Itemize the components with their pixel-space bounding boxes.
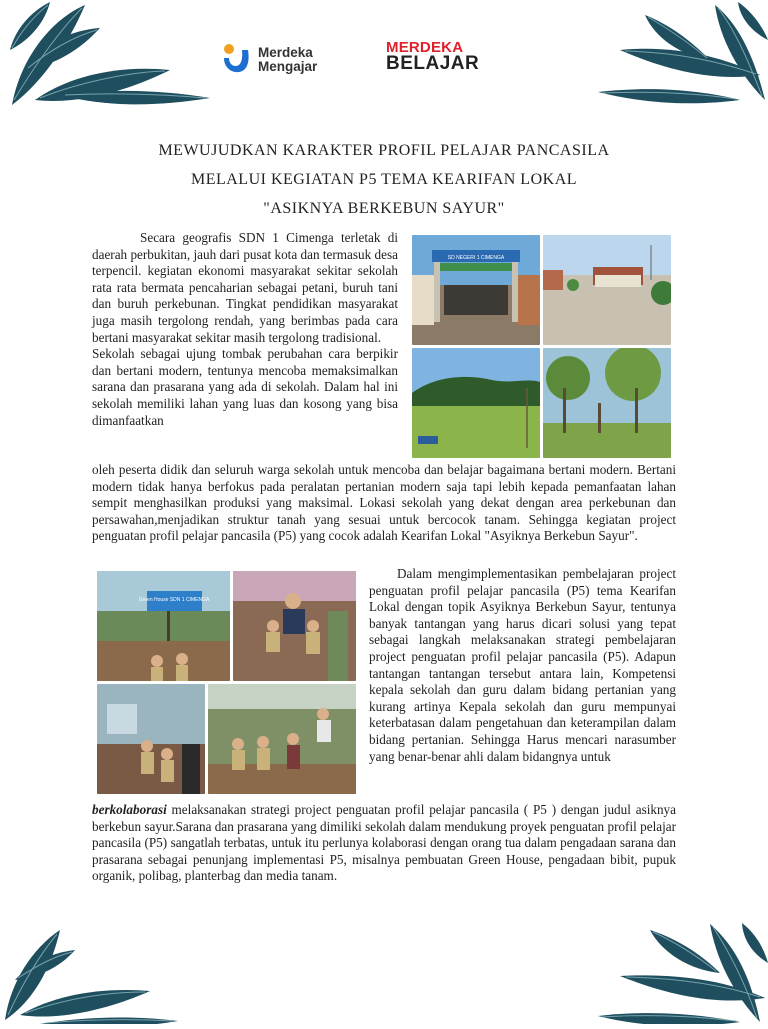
- photo-green-house-sign: [97, 571, 230, 681]
- title-line-1: MEWUJUDKAN KARAKTER PROFIL PELAJAR PANCASILA: [158, 142, 610, 159]
- paragraph-kolaborasi-body: melaksanakan strategi project penguatan profil pelajar pancasila ( P5 ) dengan judul asiknya berkebun sayur.Sarana dan prasarana yang dimiliki sekolah dalam mendukung proyek penguatan profil pelajar pancasila (P5) sangatlah terbatas, untuk itu perlunya kolaborasi dengan orang tua dalam pengadaan sarana dan prasarana sebagai penunjang implementasi P5, misalnya pembuatan Green House, pengadaan bibit, pupuk organik, polibag, planterbag dan media tanam.: [92, 802, 676, 884]
- section1-full-text: [92, 462, 676, 545]
- green-house-sign-text: Green House SDN 1 CIMENGA: [138, 597, 210, 603]
- photo-students-planting: [233, 571, 356, 681]
- paragraph-kolaborasi: [92, 802, 676, 885]
- paragraph-implementasi: Dalam mengimplementasikan pembelajaran project penguatan profil pelajar pancasila (P5) tema Kearifan Lokal dengan topik Asyiknya Berkebun Sayur, tentunya banyak tantangan yang harus dicari solusi yang tepat sebagai langkah melaksanakan strategi pembelajaran project penguatan profil pelajar pancasila (P5). Adapun tantangan tantangan tersebut antara lain, Kompetensi kepala sekolah dan guru dalam bidang pertanian yang kurang artinya Kepala sekolah dan guru mempunyai keterbatasan dalam pengetahuan dan keterampilan dalam bidang pertanian. Sehingga Harus mencari narasumber yang benar-benar ahli dalam bidangnya untuk: [369, 566, 676, 764]
- title-line-2: MELALUI KEGIATAN P5 TEMA KEARIFAN LOKAL: [190, 171, 578, 188]
- photo-greenhouse-interior: [97, 684, 205, 794]
- merdeka-mengajar-line2: Mengajar: [258, 59, 318, 74]
- merdeka-mengajar-line1: Merdeka: [258, 45, 313, 60]
- photo-school-gate: [412, 235, 540, 345]
- leaf-decoration-bottom-left: [0, 925, 180, 1024]
- section2-full-text: [92, 802, 676, 885]
- photo-school-yard: [543, 235, 671, 345]
- title-line-3: "ASIKNYA BERKEBUN SAYUR": [263, 200, 505, 217]
- merdeka-mengajar-mark-icon: [222, 42, 250, 74]
- paragraph-sekolah-continued: oleh peserta didik dan seluruh warga sekolah untuk mencoba dan belajar bagaimana bertani modern. Bertani modern tidak hanya berfokus pada peralatan pertanian modern saja tapi lebih kepada pemanfaatan lahan sempit menghasilkan produksi yang maksimal. Lokasi sekolah yang dekat dengan area perkebunan dan persawahan,menjadikan struktur tanah yang sesuai untuk bercocok tanam. Sehingga kegiatan project penguatan profil pelajar pancasila (P5) yang cocok adalah Kearifan Lokal "Asyiknya Berkebun Sayur".: [92, 462, 676, 544]
- merdeka-belajar-line1: MERDEKA: [386, 39, 464, 56]
- section1-narrow-text: [92, 230, 398, 429]
- section2-narrow-text: [369, 566, 676, 765]
- merdeka-belajar-logo: [386, 39, 481, 75]
- school-sign-text: SD NEGERI 1 CIMENGA: [447, 255, 505, 261]
- leaf-decoration-bottom-right: [590, 918, 768, 1024]
- logo-bar: [0, 38, 768, 78]
- merdeka-belajar-line2: BELAJAR: [386, 53, 480, 74]
- bold-word-berkolaborasi: berkolaborasi: [92, 802, 167, 817]
- merdeka-mengajar-logo: [222, 40, 342, 78]
- paragraph-sekolah-intro: Sekolah sebagai ujung tombak perubahan cara berpikir dan bertani modern, tentunya mencoba memaksimalkan sarana dan prasarana yang ada di sekolah. Dalam hal ini sekolah memiliki lahan yang luas dan kosong yang bisa dimanfaatkan: [92, 346, 398, 428]
- paragraph-geografis: Secara geografis SDN 1 Cimenga terletak di daerah perbukitan, jauh dari pusat kota dan termasuk desa terpencil. kegiatan ekonomi masyarakat sekitar sekolah rata rata bermata pencaharian sebagai petani, buruh tani dan buruh perkebunan. Tingkat pendidikan masyarakat juga masih tergolong rendah, yang berimbas pada cara bertani masyarakat sekitar masih tergolong tradisional.: [92, 230, 398, 345]
- photo-school-garden: [543, 348, 671, 458]
- photo-students-group: [208, 684, 356, 794]
- photo-rice-field: [412, 348, 540, 458]
